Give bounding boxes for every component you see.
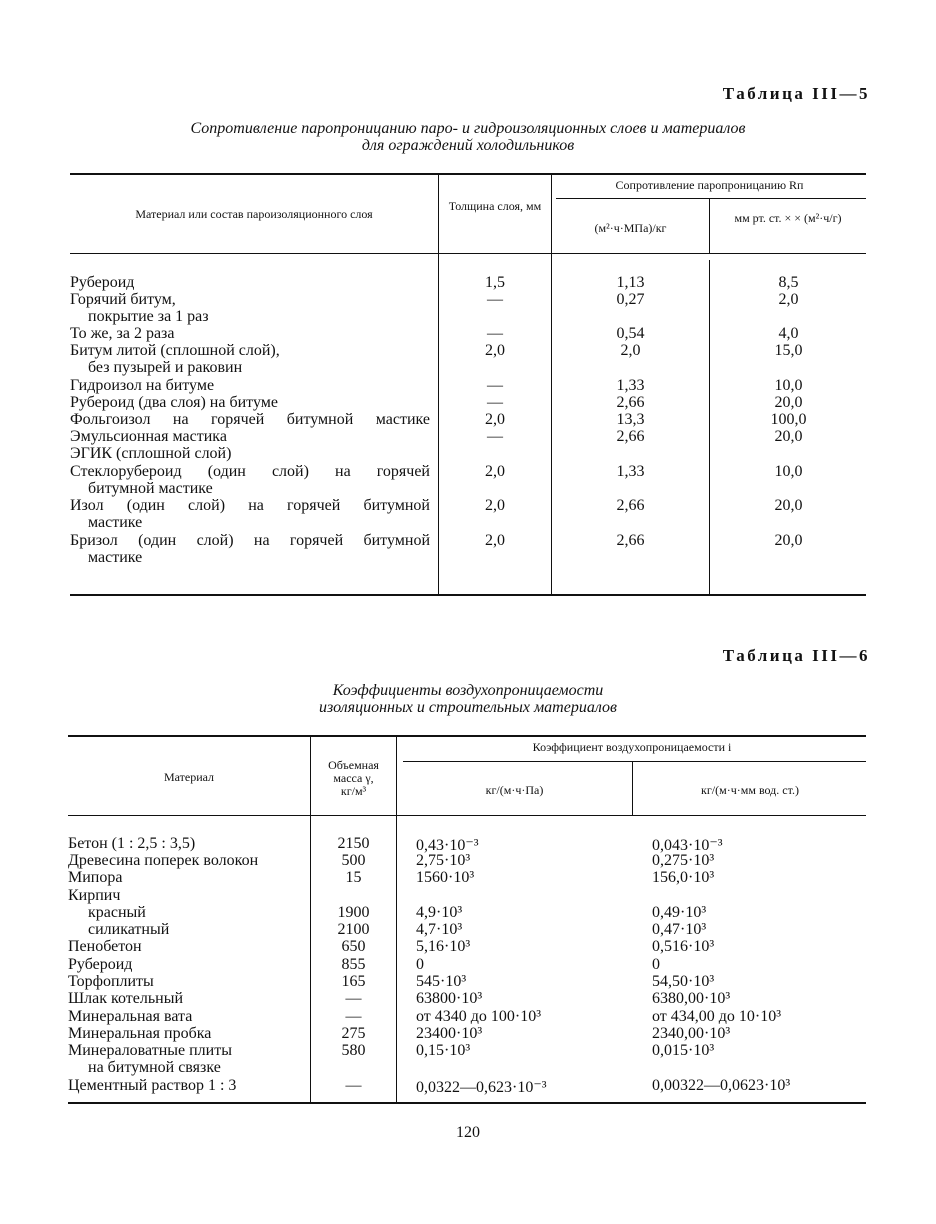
cell-pa: 0	[416, 956, 424, 973]
cell-density: 500	[341, 852, 366, 869]
cell-pa: 23400·10³	[416, 1025, 483, 1042]
cell-density: —	[345, 1077, 362, 1094]
table-label: Таблица III—5	[722, 84, 870, 103]
cell-mm: 6380,00·10³	[652, 990, 731, 1007]
cell-density: 580	[341, 1042, 366, 1059]
table-row: Изол (один слой) на горячей битумной мастике	[70, 497, 430, 531]
table-top-rule	[70, 173, 866, 175]
table-row: ЭГИК (сплошной слой)	[70, 445, 232, 462]
cell-si: 2,66	[616, 394, 645, 411]
cell-thickness: —	[487, 291, 503, 308]
column-divider	[310, 737, 311, 1102]
cell-mm: 0,516·10³	[652, 938, 715, 955]
cell-thickness: 2,0	[485, 411, 505, 428]
cell-pa: 4,9·10³	[416, 904, 463, 921]
cell-mm: 10,0	[774, 377, 803, 394]
cell-pa: 1560·10³	[416, 869, 475, 886]
cell-si: 2,66	[616, 497, 645, 514]
cell-mm: 0,49·10³	[652, 904, 707, 921]
cell-mm: 156,0·10³	[652, 869, 715, 886]
cell-thickness: 2,0	[485, 342, 505, 359]
header-sub-rule	[403, 761, 866, 762]
table-row: Минеральная вата	[68, 1008, 193, 1025]
cell-pa: 63800·10³	[416, 990, 483, 1007]
cell-thickness: —	[487, 428, 503, 445]
table-row: Стеклорубероид (один слой) на горячей битумной мастике	[70, 463, 430, 497]
cell-mm: 4,0	[778, 325, 799, 342]
cell-density: 15	[345, 869, 362, 886]
header-density: Объемная	[328, 758, 379, 772]
cell-pa: 0,43·10⁻³	[416, 837, 479, 854]
header-resistance: Сопротивление паропроницанию Rп	[615, 178, 804, 192]
header-bottom-rule	[70, 253, 866, 254]
table-label: Таблица III—6	[722, 646, 870, 665]
table-bottom-rule	[68, 1102, 866, 1104]
cell-si: 13,3	[616, 411, 645, 428]
table-row: Рубероид	[68, 956, 133, 973]
column-divider	[709, 260, 710, 594]
header-unit-si: (м²·ч·МПа)/кг	[594, 221, 667, 235]
cell-density: —	[345, 1008, 362, 1025]
cell-density: 2150	[337, 835, 370, 852]
cell-pa: от 4340 до 100·10³	[416, 1008, 542, 1025]
table-title: Коэффициенты воздухопроницаемости	[332, 682, 604, 699]
cell-mm: 0	[652, 956, 660, 973]
cell-si: 1,33	[616, 463, 645, 480]
cell-mm: 20,0	[774, 394, 803, 411]
table-row: Древесина поперек волокон	[68, 852, 259, 869]
cell-thickness: 2,0	[485, 532, 505, 549]
cell-density: 275	[341, 1025, 366, 1042]
table-row: Гидроизол на битуме	[70, 377, 215, 394]
cell-mm: 0,275·10³	[652, 852, 715, 869]
cell-pa: 4,7·10³	[416, 921, 463, 938]
cell-thickness: 1,5	[485, 274, 505, 291]
table-title-line2: для ограждений холодильников	[361, 137, 575, 154]
table-row: на битумной связке	[88, 1059, 221, 1076]
cell-thickness: 2,0	[485, 463, 505, 480]
cell-thickness: 2,0	[485, 497, 505, 514]
cell-pa: 545·10³	[416, 973, 467, 990]
header-density: масса γ,	[333, 771, 374, 785]
column-divider	[438, 175, 439, 594]
table-row: силикатный	[88, 921, 170, 938]
cell-mm: 2340,00·10³	[652, 1025, 731, 1042]
cell-thickness: —	[487, 394, 503, 411]
cell-mm: 0,043·10⁻³	[652, 837, 723, 854]
cell-density: 650	[341, 938, 366, 955]
cell-mm: 0,00322—0,0623·10³	[652, 1077, 791, 1094]
cell-mm: 20,0	[774, 497, 803, 514]
column-divider	[551, 175, 552, 594]
header-unit-mm: кг/(м·ч·мм вод. ст.)	[701, 783, 799, 797]
table-row: Цементный раствор 1 : 3	[68, 1077, 237, 1094]
cell-si: 2,66	[616, 428, 645, 445]
cell-si: 0,54	[616, 325, 645, 342]
table-title: Сопротивление паропроницанию паро- и гидроизоляционных слоев и материалов	[190, 120, 746, 137]
header-material: Материал	[163, 770, 215, 784]
table-row: Кирпич	[68, 887, 121, 904]
cell-pa: 2,75·10³	[416, 852, 471, 869]
table-row: красный	[88, 904, 146, 921]
table-row: Бризол (один слой) на горячей битумной мастике	[70, 532, 430, 566]
cell-pa: 5,16·10³	[416, 938, 471, 955]
page-number: 120	[456, 1124, 480, 1141]
cell-mm: 2,0	[778, 291, 799, 308]
table-row: Минеральная пробка	[68, 1025, 212, 1042]
header-thickness: Толщина слоя, мм	[448, 199, 542, 213]
table-row: Рубероид	[70, 274, 135, 291]
table-row: Горячий битум, покрытие за 1 раз	[70, 291, 209, 325]
table-row: Мипора	[68, 869, 123, 886]
cell-si: 2,0	[620, 342, 641, 359]
header-coefficient: Коэффициент воздухопроницаемости i	[532, 740, 732, 754]
table-row: Торфоплиты	[68, 973, 154, 990]
cell-mm: 15,0	[774, 342, 803, 359]
cell-density: 855	[341, 956, 366, 973]
cell-pa: 0,15·10³	[416, 1042, 471, 1059]
cell-si: 2,66	[616, 532, 645, 549]
cell-density: 1900	[337, 904, 370, 921]
cell-si: 0,27	[616, 291, 645, 308]
table-row: Фольгоизол на горячей битумной мастике	[70, 411, 430, 428]
table-bottom-rule	[70, 594, 866, 596]
table-row: Минераловатные плиты	[68, 1042, 232, 1059]
cell-mm: 20,0	[774, 428, 803, 445]
header-density: кг/м³	[340, 784, 367, 798]
column-divider	[396, 737, 397, 1102]
header-unit-mm: мм рт. ст. × × (м²·ч/г)	[734, 211, 842, 225]
cell-mm: от 434,00 до 10·10³	[652, 1008, 782, 1025]
cell-density: 2100	[337, 921, 370, 938]
cell-mm: 0,47·10³	[652, 921, 707, 938]
header-bottom-rule	[68, 815, 866, 816]
table-row: Шлак котельный	[68, 990, 183, 1007]
cell-si: 1,33	[616, 377, 645, 394]
cell-mm: 0,015·10³	[652, 1042, 715, 1059]
cell-thickness: —	[487, 377, 503, 394]
header-sub-rule	[556, 198, 866, 199]
column-divider	[709, 199, 710, 253]
cell-mm: 100,0	[770, 411, 807, 428]
header-material: Материал или состав пароизоляционного слоя	[135, 207, 373, 221]
table-row: Битум литой (сплошной слой), без пузырей и раковин	[70, 342, 280, 376]
cell-mm: 20,0	[774, 532, 803, 549]
cell-density: —	[345, 990, 362, 1007]
column-divider	[632, 762, 633, 815]
table-row: Эмульсионная мастика	[70, 428, 227, 445]
table-row: Бетон (1 : 2,5 : 3,5)	[68, 835, 196, 852]
header-unit-pa: кг/(м·ч·Па)	[485, 783, 544, 797]
cell-thickness: —	[487, 325, 503, 342]
cell-pa: 0,0322—0,623·10⁻³	[416, 1079, 547, 1096]
cell-mm: 8,5	[778, 274, 799, 291]
cell-mm: 54,50·10³	[652, 973, 715, 990]
table-title-line2: изоляционных и строительных материалов	[319, 699, 617, 716]
cell-si: 1,13	[616, 274, 645, 291]
table-top-rule	[68, 735, 866, 737]
table-row: Пенобетон	[68, 938, 142, 955]
table-row: Рубероид (два слоя) на битуме	[70, 394, 278, 411]
cell-mm: 10,0	[774, 463, 803, 480]
cell-density: 165	[341, 973, 366, 990]
table-row: То же, за 2 раза	[70, 325, 175, 342]
